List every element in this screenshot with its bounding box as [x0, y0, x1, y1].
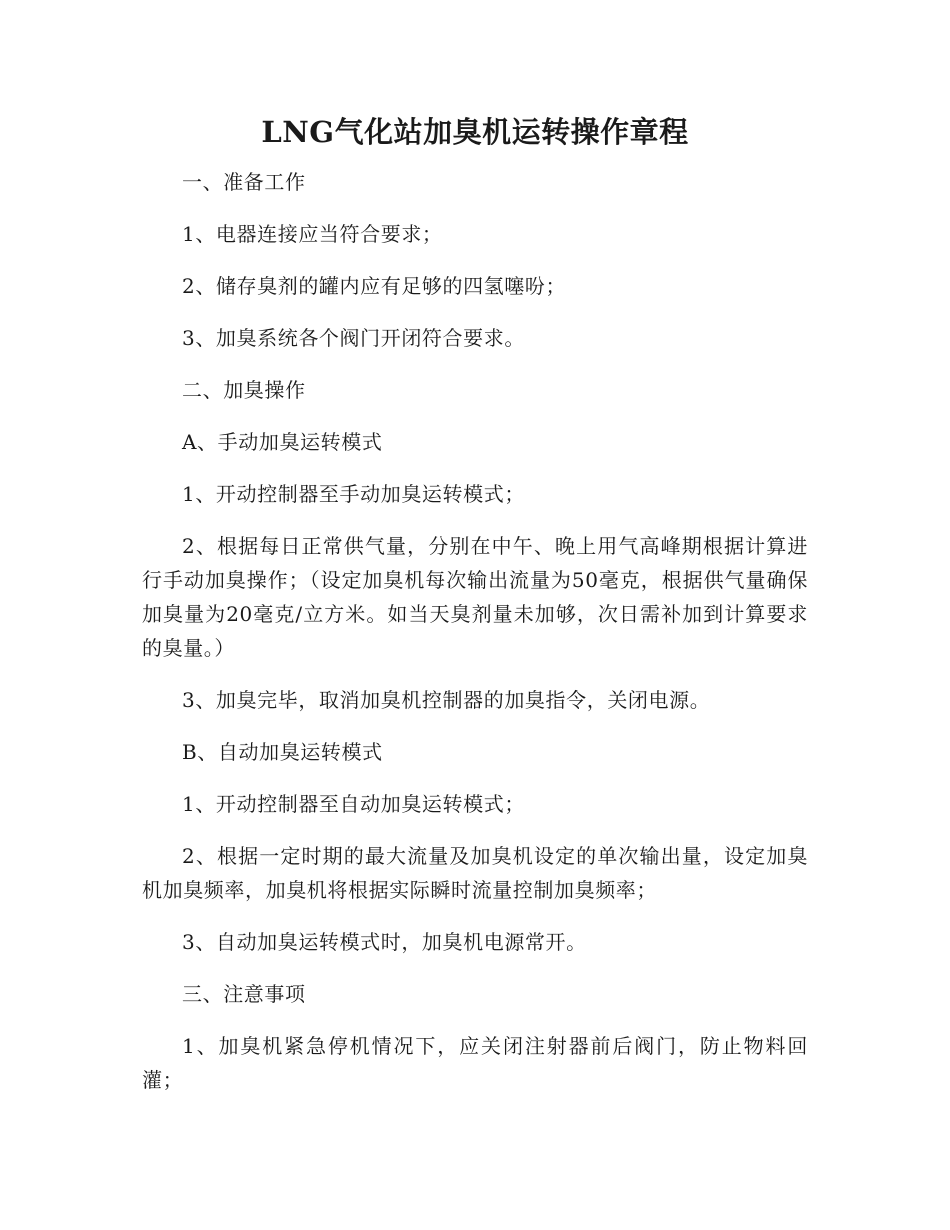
paragraph: 3、加臭系统各个阀门开闭符合要求。: [182, 326, 525, 350]
section-heading-notes: 三、注意事项: [182, 982, 306, 1006]
paragraph: 1、加臭机紧急停机情况下，应关闭注射器前后阀门，防止物料回灌；: [142, 1034, 808, 1092]
paragraph: 2、储存臭剂的罐内应有足够的四氢噻吩；: [182, 274, 567, 298]
subsection-heading-auto: B、自动加臭运转模式: [182, 740, 383, 764]
section-heading-preparation: 一、准备工作: [182, 170, 306, 194]
paragraph: 1、开动控制器至自动加臭运转模式；: [182, 792, 525, 816]
document-body: [142, 165, 808, 1115]
paragraph: 2、根据一定时期的最大流量及加臭机设定的单次输出量，设定加臭机加臭频率，加臭机将根据实际瞬时流量控制加臭频率；: [142, 844, 808, 902]
subsection-heading-manual: A、手动加臭运转模式: [182, 430, 383, 454]
paragraph: 3、自动加臭运转模式时，加臭机电源常开。: [182, 930, 587, 954]
paragraph: 1、电器连接应当符合要求；: [182, 222, 443, 246]
paragraph: 2、根据每日正常供气量，分别在中午、晚上用气高峰期根据计算进行手动加臭操作；（设定加臭机每次输出流量为50毫克，根据供气量确保加臭量为20毫克/立方米。如当天臭剂量未加够，次日需补加到计算要求的臭量。）: [142, 534, 808, 660]
paragraph: 3、加臭完毕，取消加臭机控制器的加臭指令，关闭电源。: [182, 688, 711, 712]
document-title: LNG气化站加臭机运转操作章程: [261, 115, 689, 149]
section-heading-operation: 二、加臭操作: [182, 378, 306, 402]
paragraph: 1、开动控制器至手动加臭运转模式；: [182, 482, 525, 506]
